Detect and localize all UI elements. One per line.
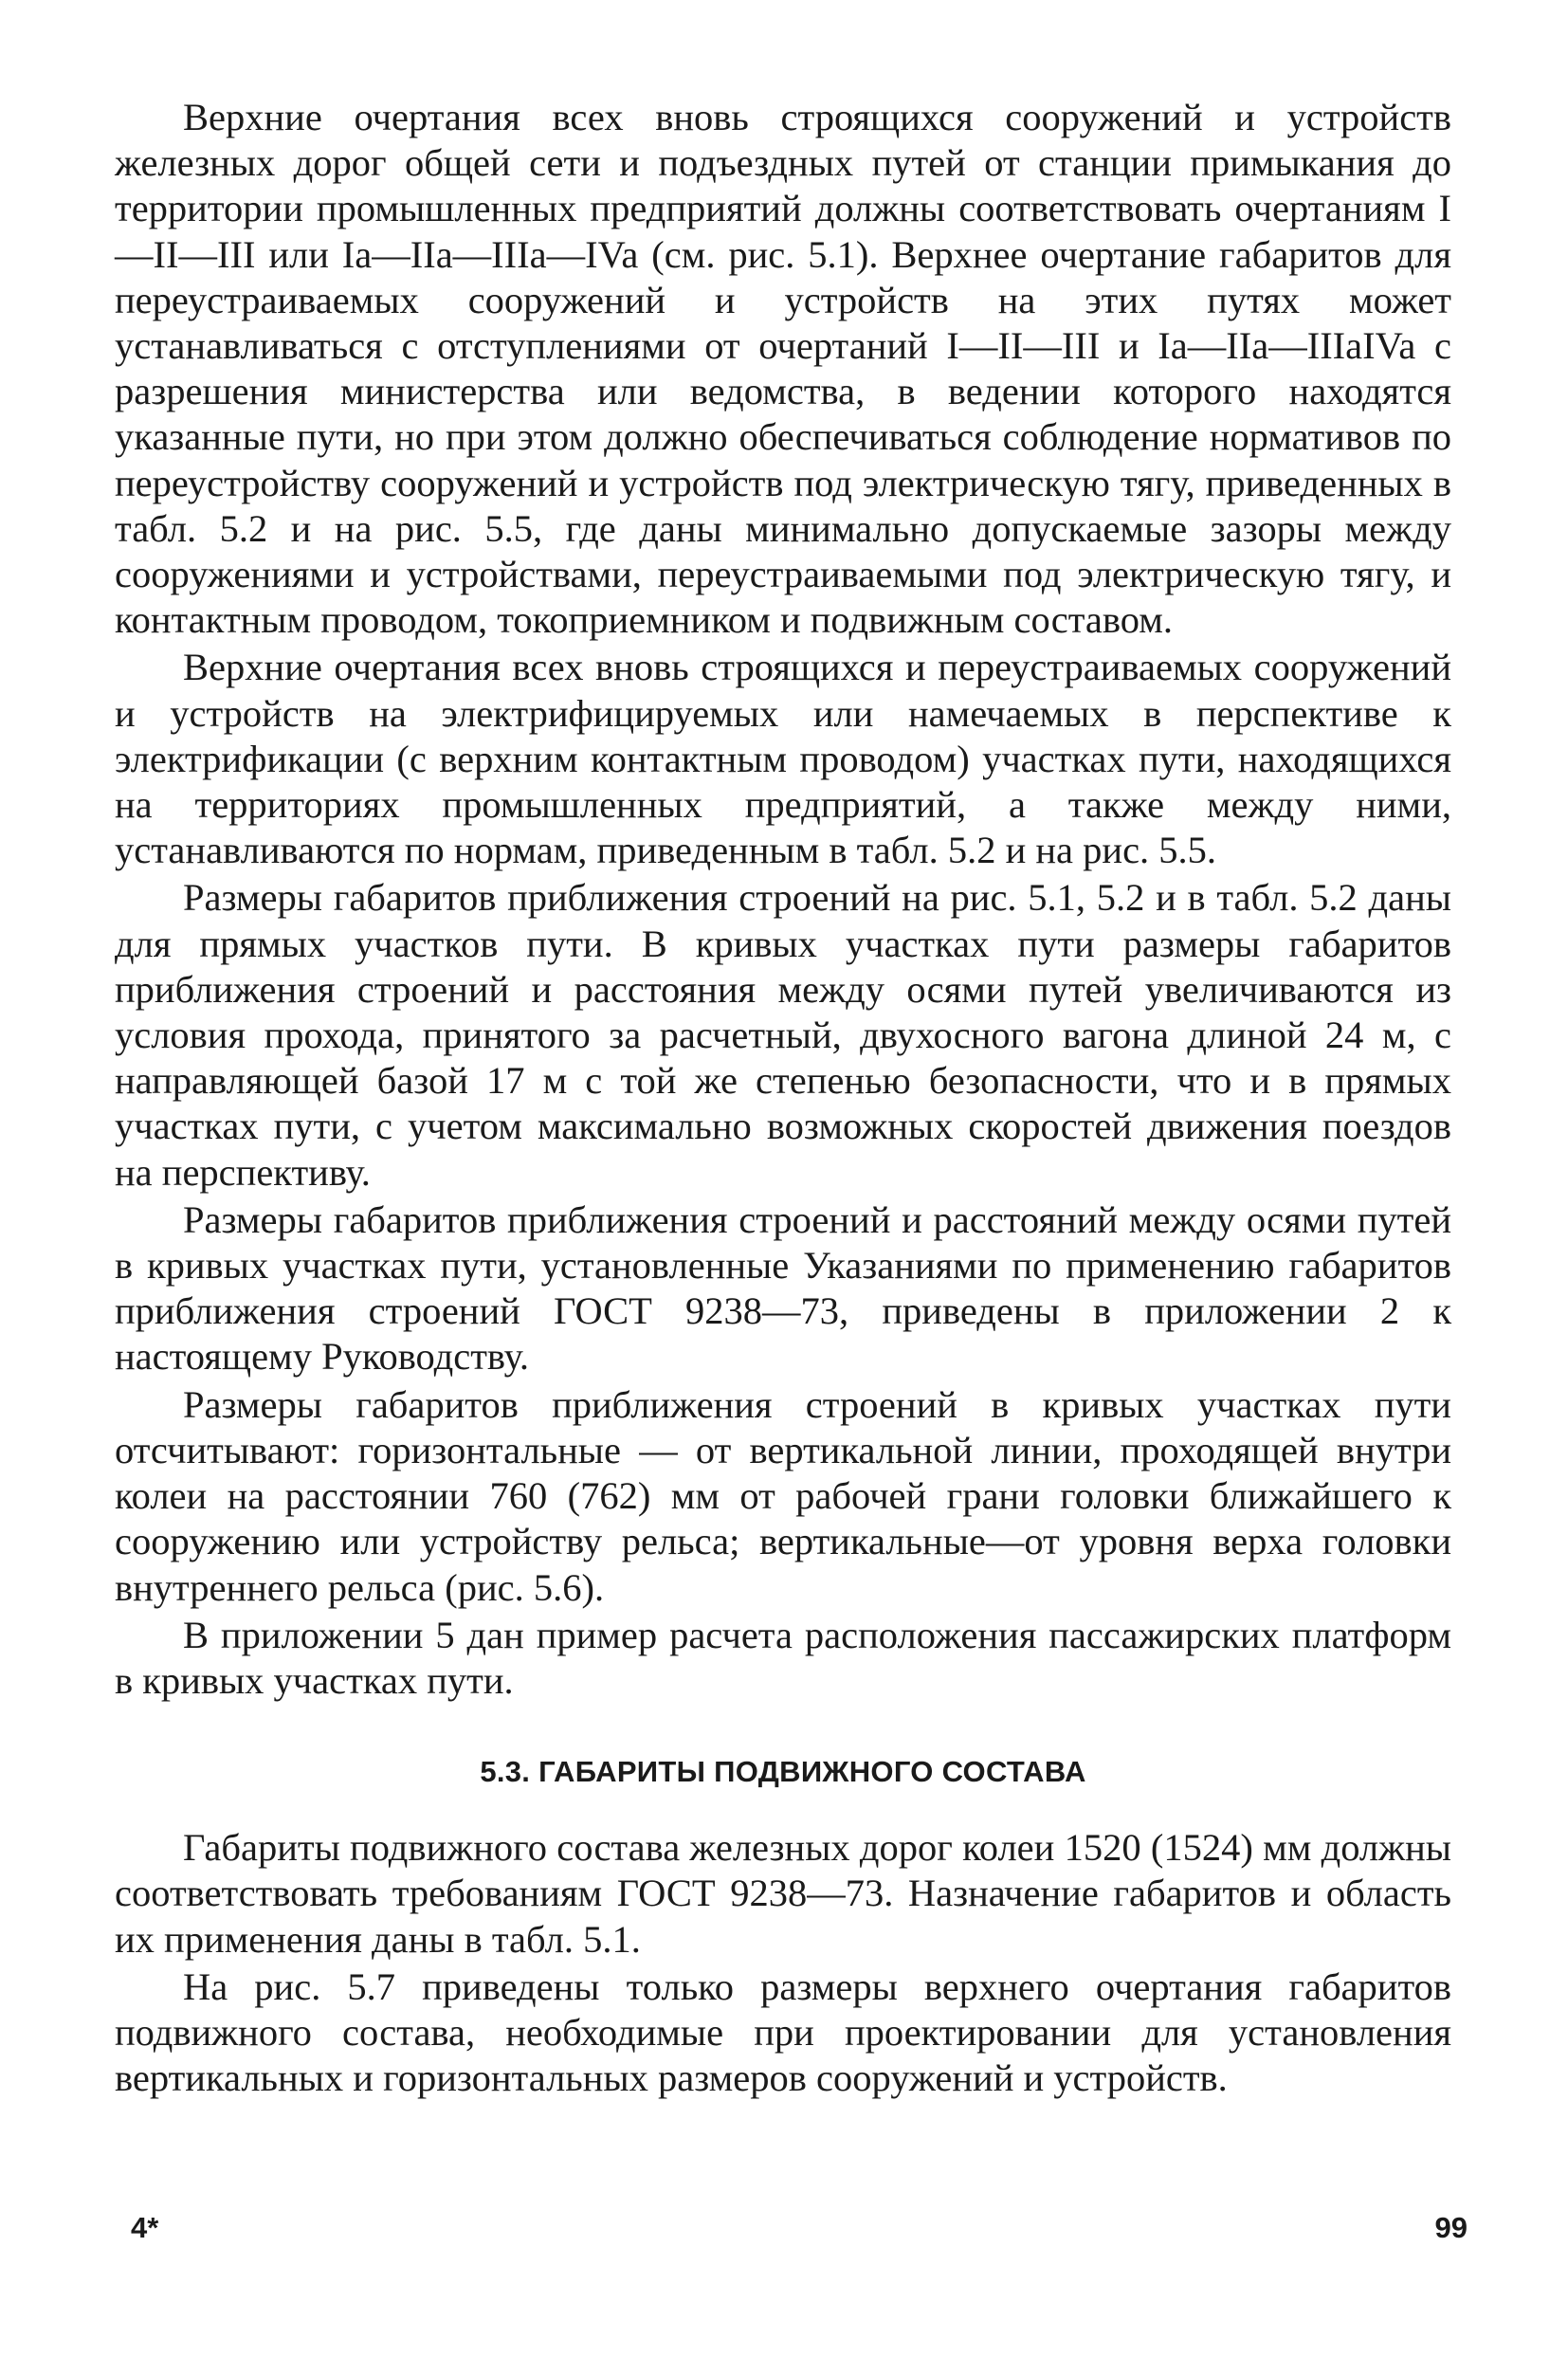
page-number: 99: [1434, 2211, 1468, 2244]
paragraph-curved-sections-appendix: Размеры габаритов приближения строений и расстояний между осями путей в кривых участках пути, установленные Указаниями по применению габаритов приближения строений ГОСТ 9238—73, приведены в приложении 2 к настоящему Руководству.: [115, 1197, 1451, 1379]
paragraph-appendix-5: В приложении 5 дан пример расчета расположения пассажирских платформ в кривых участках пути.: [115, 1613, 1451, 1702]
paragraph-upper-outlines: Верхние очертания всех вновь строящихся сооружений и устройств железных дорог общей сети и подъездных путей от станции примыкания до территории промышленных предприятий должны соответствовать очертаниям I—II—III или Ia—IIa—IIIa—IVa (см. рис. 5.1). Верхнее очертание габаритов для переустраиваемых сооружений и устройств на этих путях может устанавливаться с отступлениями от очертаний I—II—III и Ia—IIa—IIIaIVa с разрешения министерства или ведомства, в ведении которого находятся указанные пути, но при этом должно обеспечиваться соблюдение нормативов по переустройству сооружений и устройств под электрическую тягу, приведенных в табл. 5.2 и на рис. 5.5, где даны минимально допускаемые зазоры между сооружениями и устройствами, переустраиваемыми под электрическую тягу, и контактным проводом, токоприемником и подвижным составом.: [115, 96, 1451, 642]
paragraph-measurement-reference: Размеры габаритов приближения строений в кривых участках пути отсчитывают: горизонтальные — от вертикальной линии, проходящей внутри колеи на расстоянии 760 (762) мм от рабочей грани головки ближайшего к сооружению или устройству рельса; вертикальные—от уровня верха головки внутреннего рельса (рис. 5.6).: [115, 1382, 1451, 1609]
paragraph-rolling-stock-gauges: Габариты подвижного состава железных дорог колеи 1520 (1524) мм должны соответствовать требованиям ГОСТ 9238—73. Назначение габаритов и область их применения даны в табл. 5.1.: [115, 1826, 1451, 1961]
paragraph-figure-5-7: На рис. 5.7 приведены только размеры верхнего очертания габаритов подвижного состава, необходимые при проектировании для установления вертикальных и горизонтальных размеров сооружений и устройств.: [115, 1964, 1451, 2100]
paragraph-electrified-sections: Верхние очертания всех вновь строящихся и переустраиваемых сооружений и устройств на электрифицируемых или намечаемых в перспективе к электрификации (с верхним контактным проводом) участках пути, находящихся на территориях промышленных предприятий, а также между ними, устанавливаются по нормам, приведенным в табл. 5.2 и на рис. 5.5.: [115, 646, 1451, 872]
paragraph-straight-sections: Размеры габаритов приближения строений на рис. 5.1, 5.2 и в табл. 5.2 даны для прямых участков пути. В кривых участках пути размеры габаритов приближения строений и расстояния между осями путей увеличиваются из условия прохода, принятого за расчетный, двухосного вагона длиной 24 м, с направляющей базой 17 м с той же степенью безопасности, что и в прямых участках пути, с учетом максимально возможных скоростей движения поездов на перспективу.: [115, 876, 1451, 1194]
section-heading: 5.3. ГАБАРИТЫ ПОДВИЖНОГО СОСТАВА: [480, 1755, 1086, 1789]
body-text: [115, 95, 1451, 2101]
signature-mark: 4*: [131, 2211, 159, 2244]
